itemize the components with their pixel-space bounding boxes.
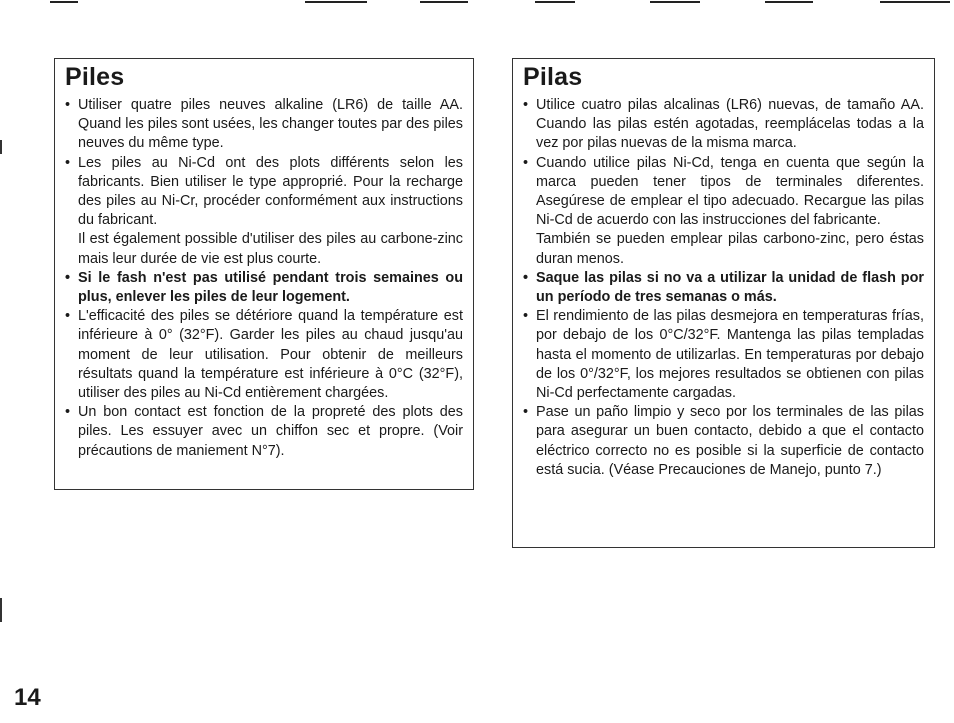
item-text: • L'efficacité des piles se détériore quand la température est inférieure à 0° (32°F). Garder les piles au chaud jusqu'au moment de leur utilisation. Pour obtenir de meilleurs résultats quand la température est inférieure à 0°C (32°F), utiliser des piles au Ni-Cd entièrement chargées.	[78, 308, 463, 402]
list-item	[65, 154, 463, 269]
item-text: • Utilice cuatro pilas alcalinas (LR6) nuevas, de tamaño AA. Cuando las pilas estén agotadas, reemplácelas todas a la vez por pilas nuevas de la misma marca.	[536, 97, 924, 152]
list-item	[523, 403, 924, 480]
item-text: • Un bon contact est fonction de la propreté des plots des piles. Les essuyer avec un chiffon sec et propre. (Voir précautions de maniement N°7).	[78, 404, 463, 459]
item-text: • Les piles au Ni-Cd ont des plots différents selon les fabricants. Bien utiliser le type approprié. Pour la recharge des piles au Ni-Cr, procéder conformément aux instructions du fabricant.	[78, 154, 463, 229]
spanish-section	[512, 58, 935, 548]
list-item	[523, 269, 924, 307]
french-list	[65, 96, 463, 461]
edge-mark	[0, 140, 2, 154]
list-item	[65, 96, 463, 154]
top-rule	[765, 1, 813, 3]
page-number: 14	[14, 684, 41, 711]
list-item	[523, 96, 924, 154]
list-item	[65, 269, 463, 307]
top-rule	[535, 1, 575, 3]
item-text: • Si le fash n'est pas utilisé pendant trois semaines ou plus, enlever les piles de leur logement.	[78, 269, 463, 306]
item-extra-text: Il est également possible d'utiliser des piles au carbone-zinc mais leur durée de vie est plus courte.	[78, 231, 463, 267]
top-rule	[420, 1, 468, 3]
top-rule	[650, 1, 700, 3]
item-extra-text: También se pueden emplear pilas carbono-zinc, pero éstas duran menos.	[536, 231, 924, 267]
top-rule	[50, 1, 78, 3]
spanish-list	[523, 96, 924, 480]
top-rule	[880, 1, 950, 3]
item-text: • El rendimiento de las pilas desmejora en temperaturas frías, por debajo de los 0°C/32°F. Mantenga las pilas templadas hasta el momento de utilizarlas. En temperaturas por debajo de los 0°/32°F, los mejores resultados se obtienen con pilas Ni-Cd perfectamente cargadas.	[536, 308, 924, 402]
list-item	[65, 307, 463, 403]
item-text: • Saque las pilas si no va a utilizar la unidad de flash por un período de tres semanas o más.	[536, 269, 924, 306]
spanish-title: Pilas	[523, 63, 583, 91]
list-item	[523, 307, 924, 403]
item-text: • Pase un paño limpio y seco por los terminales de las pilas para asegurar un buen contacto, debido a que el contacto eléctrico correcto no es posible si la superficie de contacto está sucia. (Véase Precauciones de Manejo, punto 7.)	[536, 404, 924, 478]
french-title: Piles	[65, 63, 125, 91]
item-text: • Utiliser quatre piles neuves alkaline (LR6) de taille AA. Quand les piles sont usées, les changer toutes par des piles neuves du même type.	[78, 97, 463, 152]
french-section	[54, 58, 474, 490]
top-rule	[305, 1, 367, 3]
list-item	[523, 154, 924, 269]
edge-mark	[0, 598, 2, 622]
list-item	[65, 403, 463, 461]
item-text: • Cuando utilice pilas Ni-Cd, tenga en cuenta que según la marca pueden tener tipos de terminales diferentes. Asegúrese de emplear el tipo adecuado. Recargue las pilas Ni-Cd de acuerdo con las instrucciones del fabricante.	[536, 154, 924, 229]
